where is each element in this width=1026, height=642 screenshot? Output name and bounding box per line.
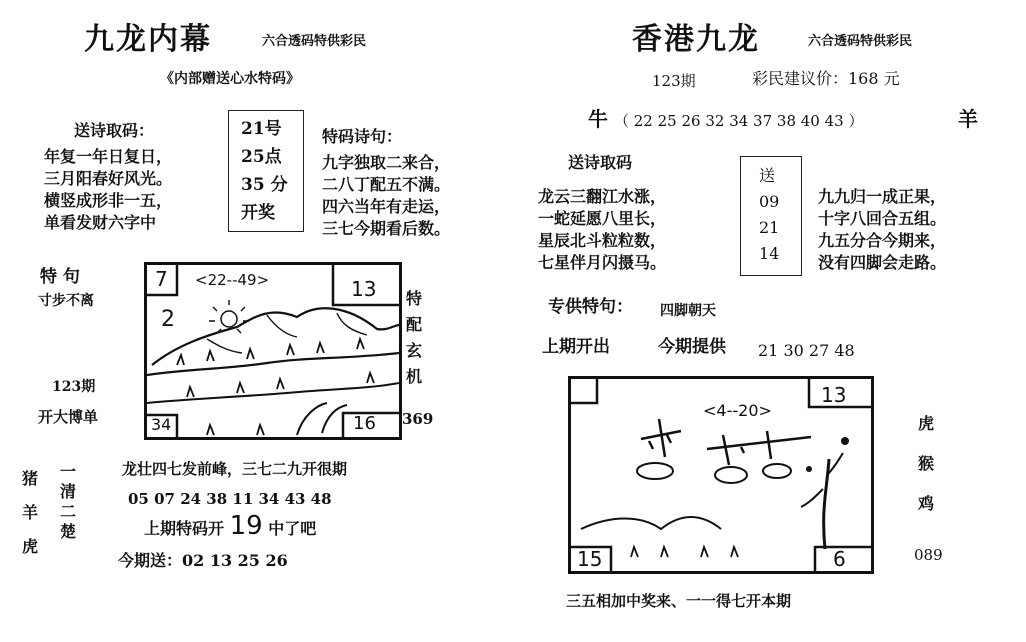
left-special-poem	[322, 152, 450, 240]
right-box-line: 21	[759, 218, 780, 237]
right-picture-note: <4--20>	[703, 401, 772, 420]
left-title: 九龙内幕	[84, 22, 212, 57]
right-side-zodiac-item: 虎	[918, 414, 935, 433]
right-price: 彩民建议价：168 元	[752, 69, 900, 88]
left-special-sentence-label: 特 句	[40, 267, 80, 287]
left-poem-line: 单看发财六字中	[44, 213, 157, 232]
right-picture-corner-top-right: 13	[821, 383, 847, 407]
left-special-poem-label: 特码诗句：	[322, 127, 403, 146]
right-provide-label: 今期提供	[658, 337, 726, 357]
left-box-line: 开奖	[241, 203, 275, 223]
left-picture-note: <22--49>	[195, 271, 270, 289]
left-open-label: 开大博单	[38, 408, 99, 426]
right-title: 香港九龙	[632, 22, 760, 57]
left-issue: 123期	[52, 379, 96, 395]
left-internal-note: 《内部赠送心水特码》	[160, 71, 300, 87]
left-last-issue	[144, 512, 316, 543]
left-zodiac: 虎	[22, 537, 39, 556]
right-side-zodiac-item: 鸡	[918, 494, 935, 513]
left-rhyme: 龙壮四七发前峰，三七二九开很期	[122, 460, 348, 478]
right-picture-corner-bottom-right: 6	[833, 547, 846, 571]
right-side-zodiac	[918, 404, 936, 524]
left-picture-corner-bottom-left: 34	[151, 415, 172, 434]
left-send-poem-label: 送诗取码：	[74, 121, 155, 140]
right-send-poem-label: 送诗取码	[568, 153, 633, 172]
left-box-line: 21号	[241, 119, 282, 139]
right-poem-right-line: 没有四脚会走路。	[818, 253, 947, 272]
right-box-line: 09	[759, 192, 780, 211]
right-poem-right-line: 九五分合今期来，	[818, 231, 947, 250]
left-zodiac: 猪	[22, 469, 39, 488]
right-poem-left-line: 星辰北斗粒粒数，	[538, 231, 667, 250]
left-last-issue-number: 19	[229, 511, 263, 541]
left-poem-line: 横竖成形非一五，	[44, 191, 173, 210]
left-special-poem-line: 二八丁配五不满。	[322, 175, 451, 194]
left-last-issue-prefix: 上期特码开	[144, 519, 225, 538]
right-poem-left-line: 一蛇延愿八里长，	[538, 209, 667, 228]
left-special-poem-line: 四六当年有走运，	[322, 197, 451, 216]
right-poem-right-line: 九九归一成正果，	[818, 187, 947, 206]
right-poem-right-line: 十字八回合五组。	[818, 209, 947, 228]
left-poem-line: 年复一年日复日，	[44, 147, 173, 166]
right-provide-numbers: 21 30 27 48	[758, 341, 855, 360]
right-goat: 羊	[958, 107, 978, 131]
right-poem-left-line: 七星伴月闪摄马。	[538, 253, 667, 272]
left-numbers: 05 07 24 38 11 34 43 48	[128, 490, 332, 508]
right-issue: 123期	[652, 72, 696, 90]
left-box-line: 35 分	[241, 175, 288, 195]
left-draw-time-box	[228, 110, 304, 232]
left-vertical-label: 特配玄机	[406, 289, 423, 386]
left-poem	[44, 146, 172, 234]
right-subtitle: 六合透码特供彩民	[808, 34, 913, 49]
right-special-text: 四脚朝天	[660, 303, 716, 319]
right-picture-corner-bottom-left: 15	[577, 547, 603, 571]
left-vertical-number: 369	[402, 410, 434, 428]
right-ox: 牛	[588, 107, 608, 131]
right-poem-left	[538, 186, 666, 274]
right-poem-left-line: 龙云三翻江水涨，	[538, 187, 667, 206]
right-box-line: 14	[759, 244, 780, 263]
right-box-line: 送	[759, 166, 776, 185]
left-zodiac: 羊	[22, 503, 39, 522]
left-picture-corner-top-left: 7	[155, 267, 168, 291]
left-subtitle: 六合透码特供彩民	[262, 34, 367, 49]
right-poem-right	[818, 186, 946, 274]
right-picture	[568, 376, 874, 574]
right-special-label: 专供特句：	[548, 297, 633, 317]
left-last-issue-suffix: 中了吧	[268, 519, 317, 538]
left-poem-line: 三月阳春好风光。	[44, 169, 173, 188]
right-side-zodiac-item: 猴	[918, 454, 935, 473]
right-side-number: 089	[914, 546, 943, 564]
left-zodiac-column	[22, 462, 40, 564]
left-picture-corner-top-right: 13	[351, 277, 377, 301]
left-clear-column: 一清二楚	[60, 462, 77, 541]
right-bottom-rhyme: 三五相加中奖来、一一得七开本期	[566, 592, 792, 610]
right-numbers-line: （ 22 25 26 32 34 37 38 40 43 ）	[614, 112, 864, 130]
left-picture-number-mark: 2	[161, 307, 175, 332]
left-box-line: 25点	[241, 147, 282, 167]
left-today-send: 今期送：02 13 25 26	[118, 551, 288, 570]
left-special-sentence: 寸步不离	[38, 293, 94, 309]
left-picture-corner-bottom-right: 16	[353, 413, 376, 434]
right-last-open-label: 上期开出	[542, 337, 610, 357]
left-special-poem-line: 三七今期看后数。	[322, 219, 451, 238]
left-special-poem-line: 九字独取二来合，	[322, 153, 451, 172]
right-send-box	[740, 156, 802, 276]
left-picture	[144, 262, 402, 440]
